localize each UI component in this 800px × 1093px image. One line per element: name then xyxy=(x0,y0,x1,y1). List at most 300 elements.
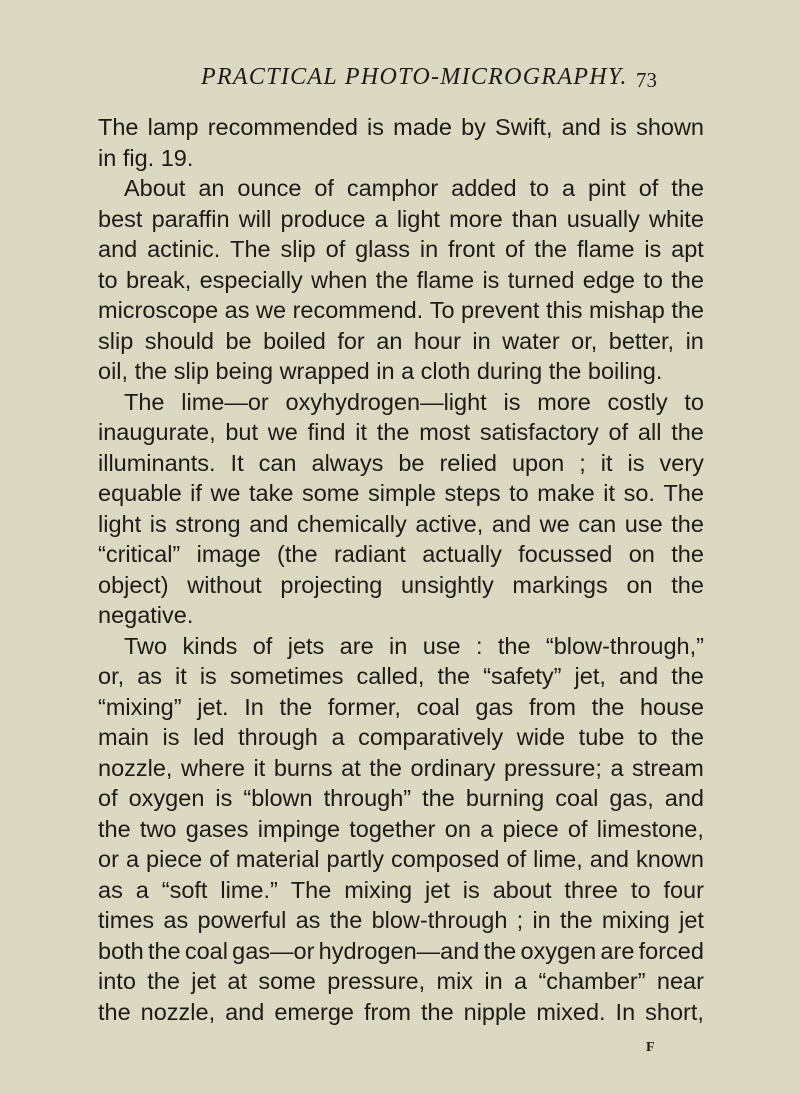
word: gas, xyxy=(609,785,654,811)
text-line xyxy=(98,844,704,875)
word: steps xyxy=(444,480,501,506)
word: for xyxy=(337,327,365,354)
word: nozzle, xyxy=(98,754,173,781)
word: front xyxy=(448,236,496,262)
word: main xyxy=(98,724,149,750)
text-line xyxy=(98,387,704,418)
text-line xyxy=(98,631,704,662)
word: tube xyxy=(578,724,625,750)
word: coal xyxy=(184,937,228,964)
word: camphor xyxy=(346,175,439,201)
word: to xyxy=(638,724,658,750)
word: as xyxy=(224,297,250,323)
word: the xyxy=(98,815,131,842)
word: through” xyxy=(323,785,412,811)
running-title: PRACTICAL PHOTO-MICROGRAPHY. xyxy=(201,64,628,90)
word: and xyxy=(98,236,138,262)
word: especially xyxy=(199,266,303,293)
word: will xyxy=(238,205,272,232)
word: burning xyxy=(465,785,545,811)
word: nozzle, xyxy=(140,998,216,1025)
word: are xyxy=(339,632,374,659)
word: Swift, xyxy=(495,114,553,140)
text-line xyxy=(98,936,704,967)
word: the xyxy=(671,297,704,323)
word: prevent xyxy=(461,297,540,323)
word: edge xyxy=(582,266,635,293)
word: in xyxy=(472,327,491,354)
word: be xyxy=(398,449,425,476)
word: the xyxy=(671,510,704,537)
word: a xyxy=(125,846,140,872)
word: recommended xyxy=(207,114,358,140)
word: gases xyxy=(185,815,249,842)
word: lime, xyxy=(533,846,583,872)
word: it xyxy=(253,754,266,781)
word: is xyxy=(482,266,500,293)
word: four xyxy=(663,876,704,903)
word: should xyxy=(144,327,214,354)
word: material xyxy=(235,846,320,872)
word: to xyxy=(684,388,704,415)
word: slip xyxy=(280,236,316,262)
text-line xyxy=(98,539,704,570)
word: on xyxy=(626,571,653,598)
word: (the xyxy=(277,541,318,567)
word: use xyxy=(422,632,461,659)
word: is xyxy=(609,114,627,140)
word: mixed. xyxy=(536,998,606,1025)
word: oxyhydrogen—light xyxy=(285,388,487,415)
word: very xyxy=(659,449,704,476)
word: into xyxy=(98,968,136,994)
word: About xyxy=(124,175,186,201)
word: the xyxy=(560,907,593,933)
word: a xyxy=(514,968,528,994)
text-line xyxy=(98,875,704,906)
word: coal xyxy=(555,785,599,811)
word: is xyxy=(462,876,480,903)
word: where xyxy=(181,754,246,781)
word: three xyxy=(564,876,618,903)
word: coal xyxy=(416,693,460,720)
word: Two xyxy=(124,632,168,659)
word: made xyxy=(393,114,452,140)
word: jet xyxy=(191,968,217,994)
word: gas xyxy=(475,693,514,720)
text-line xyxy=(98,478,704,509)
word: jet xyxy=(425,876,450,903)
word: relied xyxy=(439,449,497,476)
word: the xyxy=(329,907,363,933)
word: is xyxy=(162,724,180,750)
word: is xyxy=(215,785,233,811)
word: as xyxy=(98,876,123,903)
text-line xyxy=(98,692,704,723)
word: lime—or xyxy=(181,388,269,415)
word: times xyxy=(98,907,155,933)
word: and xyxy=(225,998,265,1025)
word: both xyxy=(98,937,144,964)
word: in xyxy=(532,907,551,933)
word: piece xyxy=(502,815,559,842)
text-line xyxy=(98,173,704,204)
word: mishap xyxy=(589,297,665,323)
word: a xyxy=(561,175,576,201)
text-line xyxy=(98,783,704,814)
word: short, xyxy=(645,998,704,1025)
word: near xyxy=(656,968,704,994)
word: oxygen xyxy=(520,937,597,964)
word: markings xyxy=(512,571,608,598)
word: find xyxy=(307,419,346,445)
word: is xyxy=(627,449,645,476)
text-line xyxy=(98,814,704,845)
word: flame xyxy=(416,266,475,293)
word: be xyxy=(225,327,252,354)
word: The xyxy=(290,876,332,903)
word: and xyxy=(664,785,704,811)
word: so. xyxy=(623,480,655,506)
text-line xyxy=(98,448,704,479)
word: use xyxy=(624,510,663,537)
word: sometimes xyxy=(229,663,344,689)
word: a xyxy=(331,724,345,750)
word: image xyxy=(196,541,261,567)
word: all xyxy=(637,419,662,445)
word: are xyxy=(600,937,635,964)
word: at xyxy=(227,968,248,994)
word: to xyxy=(529,175,550,201)
signature-mark: F xyxy=(646,1040,655,1055)
word: light xyxy=(98,510,142,537)
word: from xyxy=(528,693,576,720)
word: chemically xyxy=(297,510,407,537)
word: recommend. xyxy=(292,297,424,323)
word: the xyxy=(375,266,409,293)
word: of xyxy=(325,236,346,262)
word: pressure, xyxy=(327,968,426,994)
word: of xyxy=(209,846,229,872)
word: stream xyxy=(632,754,704,781)
word: make xyxy=(537,480,595,506)
word: to xyxy=(509,480,529,506)
word: costly xyxy=(607,388,668,415)
word: some xyxy=(258,968,316,994)
word: we xyxy=(267,419,298,445)
word: is xyxy=(367,114,385,140)
word: from xyxy=(363,998,411,1025)
word: of xyxy=(504,236,525,262)
word: house xyxy=(639,693,704,720)
word: simple xyxy=(367,480,436,506)
word: of xyxy=(314,175,334,201)
word: in xyxy=(419,236,439,262)
word: it xyxy=(355,419,368,445)
word: of xyxy=(608,419,629,445)
word: the xyxy=(98,998,131,1025)
word: comparatively xyxy=(358,724,504,750)
word: and xyxy=(618,663,659,689)
word: can xyxy=(258,449,297,476)
word: upon xyxy=(511,449,565,476)
word: if xyxy=(190,480,202,506)
word: is xyxy=(503,388,521,415)
word: in xyxy=(484,968,503,994)
word: actually xyxy=(422,541,502,567)
word: ounce xyxy=(237,175,302,201)
text-line xyxy=(98,417,704,448)
word: powerful xyxy=(197,907,287,933)
word: a xyxy=(610,754,624,781)
word: and xyxy=(589,846,630,872)
word: object) xyxy=(98,571,169,598)
word: lamp xyxy=(147,114,199,140)
word: this xyxy=(545,297,583,323)
word: of xyxy=(638,175,659,201)
word: “critical” xyxy=(98,541,181,567)
word: always xyxy=(311,449,384,476)
word: the xyxy=(422,785,455,811)
word: strong xyxy=(175,510,241,537)
text-line: in fig. 19. xyxy=(98,144,194,171)
word: more xyxy=(449,205,503,232)
text-line xyxy=(98,570,704,601)
word: of xyxy=(506,846,527,872)
word: : xyxy=(475,632,483,659)
word: of xyxy=(567,815,588,842)
text-line xyxy=(98,753,704,784)
word: “chamber” xyxy=(538,968,646,994)
word: the xyxy=(671,663,704,689)
word: and xyxy=(249,510,289,537)
text-line: oil, the slip being wrapped in a cloth during the boiling. xyxy=(98,358,663,384)
word: more xyxy=(537,388,591,415)
word: ordinary xyxy=(410,754,496,781)
word: called, xyxy=(356,663,425,689)
word: slip xyxy=(98,327,134,354)
text-line: negative. xyxy=(98,602,194,628)
word: glass xyxy=(355,236,410,262)
word: blow-through xyxy=(371,907,508,933)
word: unsightly xyxy=(400,571,494,598)
text-line xyxy=(98,295,704,326)
word: the xyxy=(671,266,704,293)
word: kinds xyxy=(182,632,238,659)
word: we xyxy=(210,480,241,506)
word: lime.” xyxy=(220,876,278,903)
word: the xyxy=(591,693,625,720)
word: satisfactory xyxy=(479,419,599,445)
word: oxygen xyxy=(128,785,205,811)
word: “blown xyxy=(243,785,313,811)
word: The xyxy=(98,114,139,140)
word: water xyxy=(502,327,560,354)
word: but xyxy=(225,419,259,445)
word: focussed xyxy=(518,541,613,567)
word: forced xyxy=(638,937,704,964)
word: of xyxy=(98,785,118,811)
word: break, xyxy=(125,266,192,293)
word: piece xyxy=(146,846,203,872)
word: most xyxy=(419,419,471,445)
word: the xyxy=(671,419,704,445)
word: through xyxy=(238,724,318,750)
word: the xyxy=(376,419,410,445)
word: can xyxy=(578,510,617,537)
word: to xyxy=(643,266,663,293)
word: ; xyxy=(579,449,586,476)
word: illuminants. xyxy=(98,449,216,476)
word: about xyxy=(492,876,552,903)
word: than xyxy=(511,205,558,232)
word: turned xyxy=(507,266,575,293)
word: hour xyxy=(413,327,461,354)
word: The xyxy=(663,480,704,506)
word: burns xyxy=(273,754,333,781)
word: To xyxy=(429,297,455,323)
word: the xyxy=(437,663,471,689)
word: an xyxy=(376,327,403,354)
word: in xyxy=(685,327,704,354)
word: The xyxy=(230,236,271,262)
word: is xyxy=(199,663,217,689)
word: the xyxy=(369,754,402,781)
word: nipple xyxy=(463,998,527,1025)
word: an xyxy=(198,175,225,201)
word: two xyxy=(139,815,177,842)
word: together xyxy=(349,815,436,842)
word: “mixing” xyxy=(98,693,182,720)
text-line xyxy=(98,112,704,143)
word: flame xyxy=(576,236,635,262)
word: mixing xyxy=(344,876,413,903)
word: jet xyxy=(679,907,704,933)
text-line xyxy=(98,204,704,235)
word: without xyxy=(187,571,262,598)
word: the xyxy=(671,175,704,201)
text-line xyxy=(98,265,704,296)
word: the xyxy=(420,998,454,1025)
word: it xyxy=(175,663,187,689)
word: a xyxy=(135,876,149,903)
word: In xyxy=(244,693,264,720)
word: composed xyxy=(391,846,500,872)
word: led xyxy=(193,724,225,750)
word: radiant xyxy=(333,541,406,567)
word: or xyxy=(98,846,119,872)
word: in xyxy=(389,632,408,659)
word: to xyxy=(98,266,118,293)
word: we xyxy=(539,510,570,537)
word: emerge xyxy=(274,998,354,1025)
word: the xyxy=(497,632,531,659)
word: white xyxy=(649,205,704,232)
word: pint xyxy=(587,175,626,201)
word: added xyxy=(451,175,517,201)
word: at xyxy=(341,754,361,781)
word: microscope xyxy=(98,297,219,323)
word: mixing xyxy=(601,907,670,933)
word: we xyxy=(256,297,287,323)
word: ; xyxy=(516,907,524,933)
word: some xyxy=(301,480,360,506)
word: projecting xyxy=(280,571,383,598)
word: The xyxy=(124,388,165,415)
word: it xyxy=(600,449,613,476)
word: it xyxy=(603,480,616,506)
word: better, xyxy=(608,327,675,354)
running-head xyxy=(0,64,800,94)
word: by xyxy=(461,114,486,140)
word: boiled xyxy=(263,327,326,354)
word: on xyxy=(628,541,655,567)
word: a xyxy=(374,205,388,232)
word: former, xyxy=(327,693,401,720)
text-line xyxy=(98,509,704,540)
word: pressure; xyxy=(503,754,602,781)
word: limestone, xyxy=(596,815,704,842)
word: paraffin xyxy=(151,205,230,232)
word: the xyxy=(279,693,313,720)
word: is xyxy=(149,510,167,537)
word: or, xyxy=(98,663,125,689)
word: when xyxy=(311,266,368,293)
word: the xyxy=(147,968,180,994)
word: jets xyxy=(287,632,325,659)
word: produce xyxy=(280,205,366,232)
word: active, xyxy=(415,510,484,537)
text-line xyxy=(98,966,704,997)
word: light xyxy=(396,205,440,232)
word: the xyxy=(534,236,568,262)
word: It xyxy=(230,449,244,476)
word: on xyxy=(444,815,471,842)
word: “safety” xyxy=(483,663,562,689)
word: best xyxy=(98,205,143,232)
word: the xyxy=(671,571,704,598)
word: and xyxy=(491,510,532,537)
word: jet, xyxy=(574,663,606,689)
word: impinge xyxy=(257,815,341,842)
text-line xyxy=(98,905,704,936)
word: the xyxy=(671,724,704,750)
text-line xyxy=(98,722,704,753)
word: shown xyxy=(636,114,704,140)
word: apt xyxy=(671,236,704,262)
word: to xyxy=(630,876,651,903)
word: partly xyxy=(326,846,384,872)
text-line xyxy=(98,326,704,357)
word: jet. xyxy=(197,693,229,720)
word: and xyxy=(561,114,601,140)
word: “blow-through,” xyxy=(545,632,704,659)
word: hydrogen—and xyxy=(318,937,480,964)
word: as xyxy=(137,663,162,689)
body-text xyxy=(98,112,704,1027)
word: actinic. xyxy=(147,236,221,262)
word: of xyxy=(252,632,273,659)
text-line xyxy=(98,234,704,265)
page-number: 73 xyxy=(636,68,657,92)
word: is xyxy=(644,236,662,262)
word: take xyxy=(249,480,294,506)
word: mix xyxy=(436,968,474,994)
word: inaugurate, xyxy=(98,419,216,445)
word: equable xyxy=(98,480,182,506)
word: or, xyxy=(571,327,598,354)
text-line xyxy=(98,997,704,1028)
